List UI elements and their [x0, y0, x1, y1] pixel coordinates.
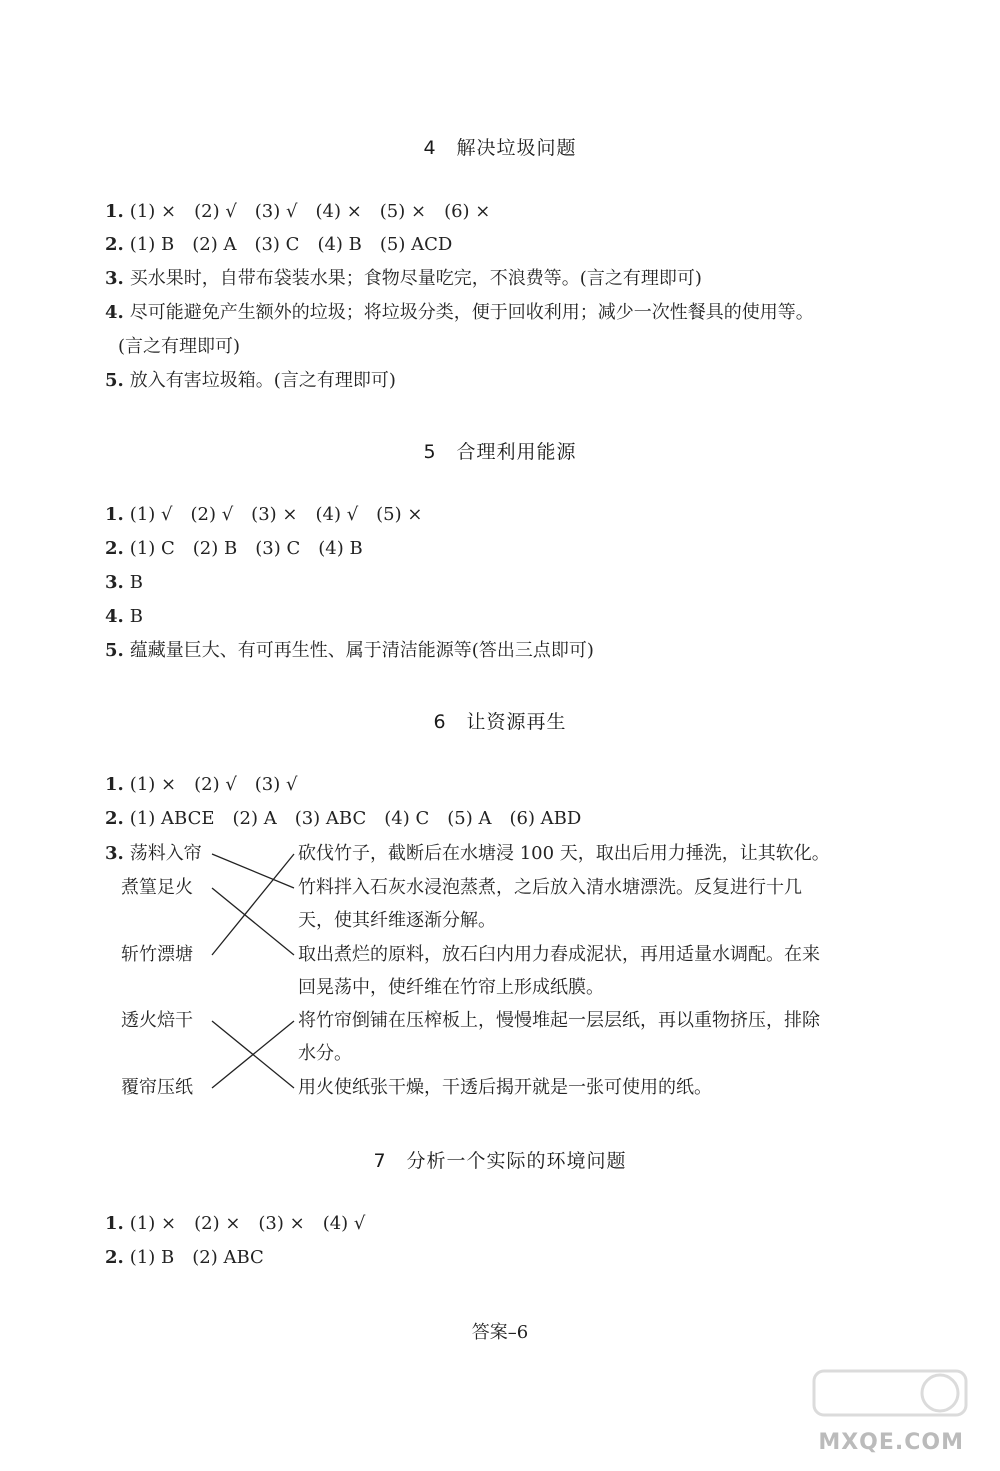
match-line-1: [212, 854, 294, 888]
s4-q2-text: (1) B (2) A (3) C (4) B (5) ACD: [129, 234, 453, 255]
s5-q3-text: B: [129, 572, 144, 593]
s7-q1-text: (1) × (2) × (3) × (4) √: [129, 1213, 366, 1234]
s4-q5-text: 放入有害垃圾箱。(言之有理即可): [129, 370, 396, 391]
section-4-title: 4 解决垃圾问题: [423, 137, 577, 159]
s7-q2: [105, 1245, 264, 1271]
s7-q1-num: 1.: [105, 1213, 124, 1234]
s4-q1-text: (1) × (2) √ (3) √ (4) × (5) × (6) ×: [129, 201, 491, 222]
section-6-title: 6 让资源再生: [433, 711, 567, 733]
match-line-2: [212, 888, 294, 955]
match-right-1: 竹料拌入石灰水浸泡蒸煮，之后放入清水塘漂洗。反复进行十几: [298, 877, 802, 898]
s4-q4-num: 4.: [105, 302, 124, 323]
s6-q1-num: 1.: [105, 774, 124, 795]
s4-q3-num: 3.: [105, 268, 124, 289]
watermark-site: MXQE.COM: [818, 1430, 964, 1455]
section-7-title: 7 分析一个实际的环境问题: [373, 1150, 627, 1172]
s4-q3-text: 买水果时，自带布袋装水果；食物尽量吃完，不浪费等。(言之有理即可): [129, 268, 702, 289]
s4-q2-num: 2.: [105, 234, 124, 255]
match-left-3: 透火焙干: [121, 1010, 193, 1031]
s5-q5-num: 5.: [105, 640, 124, 661]
match-left-1: 煮篁足火: [121, 877, 193, 898]
match-left-4: 覆帘压纸: [121, 1077, 193, 1098]
match-right-0: 砍伐竹子，截断后在水塘浸 100 天，取出后用力捶洗，让其软化。: [298, 843, 830, 864]
s4-q4-cont: (言之有理即可): [118, 336, 241, 357]
s5-q1-text: (1) √ (2) √ (3) × (4) √ (5) ×: [129, 504, 423, 525]
s5-q2-text: (1) C (2) B (3) C (4) B: [129, 538, 363, 559]
match-line-3: [212, 854, 294, 955]
match-right-3b: 水分。: [298, 1043, 352, 1064]
section-5-title: 5 合理利用能源: [423, 441, 577, 463]
s6-q2-text: (1) ABCE (2) A (3) ABC (4) C (5) A (6) ABD: [129, 808, 582, 829]
s4-q5-num: 5.: [105, 370, 124, 391]
s7-q2-text: (1) B (2) ABC: [129, 1247, 264, 1268]
page-number: 答案–6: [471, 1322, 529, 1343]
match-right-2b: 回晃荡中，使纤维在竹帘上形成纸膜。: [298, 977, 604, 998]
s4-q4-text: 尽可能避免产生额外的垃圾；将垃圾分类，便于回收利用；减少一次性餐具的使用等。: [129, 302, 814, 323]
match-right-2: 取出煮烂的原料，放石臼内用力舂成泥状，再用适量水调配。在来: [298, 944, 820, 965]
s7-q2-num: 2.: [105, 1247, 124, 1268]
s6-q3-num: 3.: [105, 843, 124, 864]
s5-q5-text: 蕴藏量巨大、有可再生性、属于清洁能源等(答出三点即可): [129, 640, 594, 661]
match-right-3: 将竹帘倒铺在压榨板上，慢慢堆起一层层纸，再以重物挤压，排除: [298, 1010, 820, 1031]
match-right-1b: 天，使其纤维逐渐分解。: [298, 910, 496, 931]
match-right-4: 用火使纸张干燥，干透后揭开就是一张可使用的纸。: [298, 1077, 712, 1098]
s6-q1-text: (1) × (2) √ (3) √: [129, 774, 298, 795]
s4-q1-num: 1.: [105, 201, 124, 222]
s6-q2-num: 2.: [105, 808, 124, 829]
s5-q3-num: 3.: [105, 572, 124, 593]
match-left-2: 斩竹漂塘: [121, 944, 193, 965]
s7-q1: [105, 1211, 365, 1237]
s5-q4-num: 4.: [105, 606, 124, 627]
s5-q1-num: 1.: [105, 504, 124, 525]
match-left-0: 荡料入帘: [129, 843, 202, 864]
s5-q4-text: B: [129, 606, 144, 627]
s5-q2-num: 2.: [105, 538, 124, 559]
